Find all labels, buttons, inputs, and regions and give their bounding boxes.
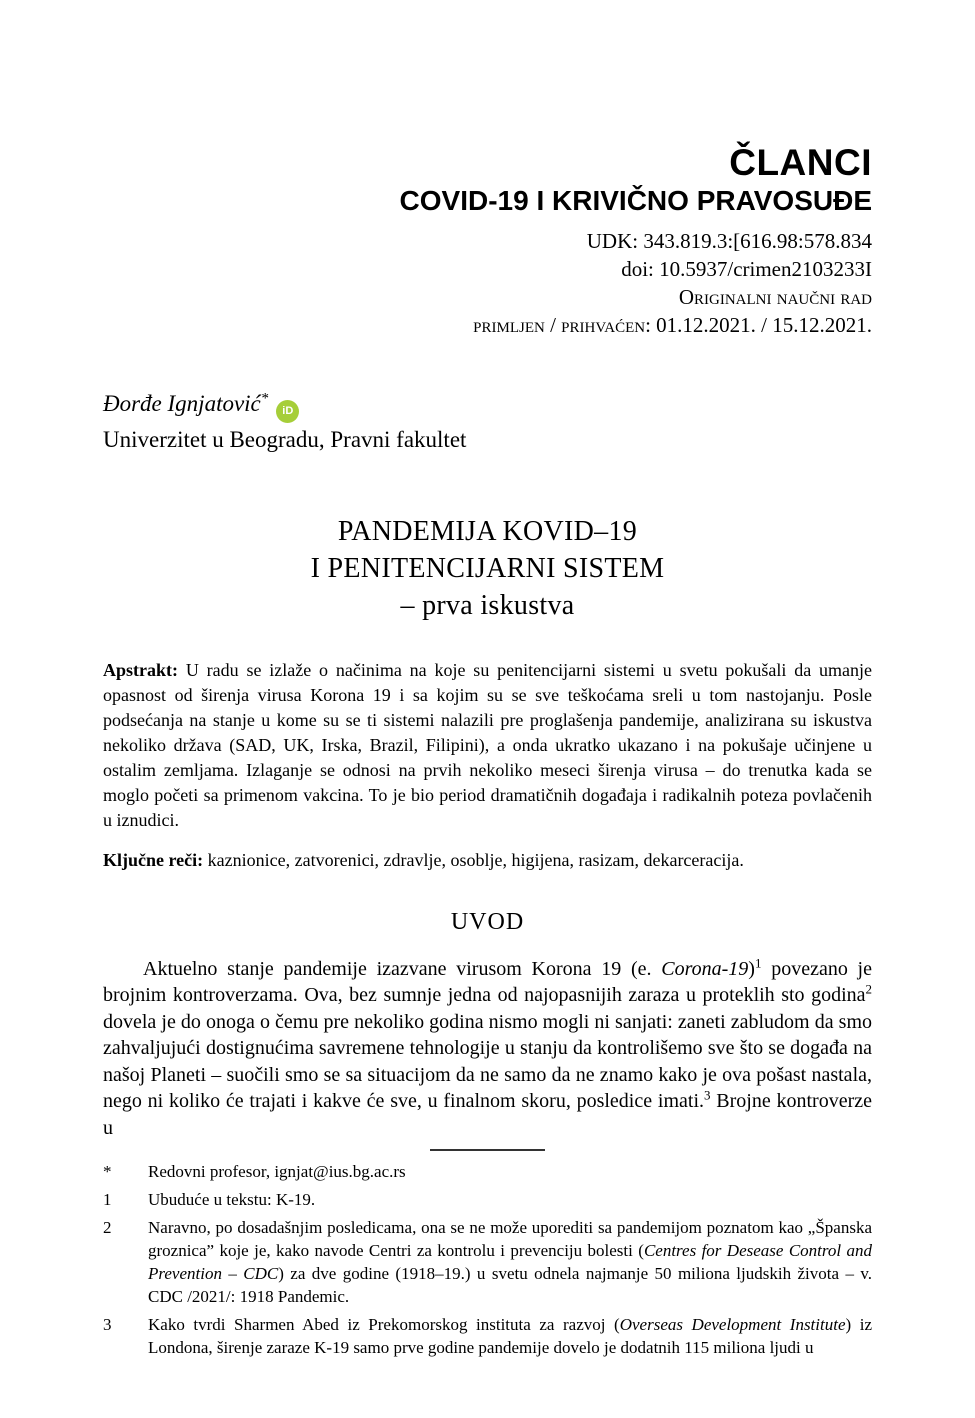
footnotes-block: [103, 1160, 872, 1359]
author-footnote-mark: *: [260, 390, 269, 407]
footnote-text: Kako tvrdi Sharmen Abed iz Prekomorskog instituta za razvoj (Overseas Development Institute) iz Londona, širenje zaraze K-19 samo prve godine pandemije dovelo je dodatnih 115 miliona ljudi u: [148, 1315, 872, 1357]
footnote-1: [103, 1188, 872, 1211]
footnote-marker: 2: [103, 1218, 112, 1237]
footnote-3: [103, 1313, 872, 1359]
author-line: [103, 387, 872, 423]
footnote-text: Naravno, po dosadašnjim posledicama, ona se ne može uporediti sa pandemijom poznatom kao „Španska groznica” koje je, kako navode Centri za kontrolu i prevenciju bolesti (Centres for Desease Control and Prevention – CDC) za dve godine (1918–19.) u svetu odnela najmanje 50 miliona ljudskih života – v. CDC /2021/: 1918 Pandemic.: [148, 1218, 873, 1306]
received-accepted-label: primljen / prihvaćen:: [473, 313, 657, 337]
orcid-icon[interactable]: iD: [276, 400, 299, 423]
keywords-label: Ključne reči:: [103, 849, 204, 870]
journal-section-subtitle: COVID-19 I KRIVIČNO PRAVOSUĐE: [399, 185, 872, 216]
udk-number: UDK: 343.819.3:[616.98:578.834: [586, 229, 872, 253]
received-accepted-line: [103, 311, 872, 339]
body-paragraph: Aktuelno stanje pandemije izazvane virusom Korona 19 (e. Corona-19)$^1$ povezano je brojnim kontroverzama. Ova, bez sumnje jedna od najopasnijih zaraza u proteklih sto godina$^2$ dovela je do onoga o čemu pre nekoliko godina nismo mogli ni sanjati: zaneti zabludom da smo zahvaljujući dostignućima savremene tehnologije u stanju da kontrolišemo sve što se događa na našoj Planeti – suočili smo se sa situacijom da ne samo da ne znamo kako je ova pošast nastala, nego ni koliko će trajati i kakve će sve, u finalnom skoru, posledice imati.$^3$ Brojne kontroverze u: [103, 954, 872, 1139]
footnote-2: [103, 1216, 872, 1308]
article-metadata: [103, 227, 872, 339]
keywords: [103, 848, 872, 873]
received-accepted-dates: 01.12.2021. / 15.12.2021.: [656, 313, 872, 337]
author-name: Đorđe Ignjatović: [103, 391, 261, 416]
abstract-text: U radu se izlaže o načinima na koje su penitencijarni sistemi u svetu pokušali da umanje opasnost od širenja virusa Korona 19 i sa kojim su se sve teškoćama sreli u tom nastojanju. Posle podsećanja na stanje u kome su se ti sistemi nalazili pre proglašenja pandemije, analizirana su iskustva nekoliko država (SAD, UK, Irska, Brazil, Filipini), a onda ukratko ukazano i na pokušaje učinjene u ostalim zemljama. Izlaganje se odnosi na prvih nekoliko meseci širenja virusa – do trenutka kada se moglo početi sa primenom vakcina. To je bio period dramatičnih događaja i radikalnih poteza povlačenih u iznudici.: [103, 659, 873, 830]
footnote-marker: 1: [103, 1190, 112, 1209]
author-affiliation: Univerzitet u Beogradu, Pravni fakultet: [103, 426, 467, 452]
article-title-line1: PANDEMIJA KOVID–19: [337, 515, 638, 547]
article-title: [103, 513, 872, 624]
doi-number: doi: 10.5937/crimen2103233I: [621, 257, 872, 281]
footnote-marker: 3: [103, 1315, 112, 1334]
author-block: [103, 387, 872, 457]
footnote-star: [103, 1160, 872, 1183]
keywords-text: kaznionice, zatvorenici, zdravlje, osoblje, higijena, rasizam, dekarceracija.: [207, 849, 744, 870]
article-title-line2: I PENITENCIJARNI SISTEM: [310, 552, 665, 584]
journal-section-title: ČLANCI: [729, 142, 872, 183]
footnote-separator: [430, 1149, 545, 1151]
abstract: [103, 658, 872, 833]
journal-header: [103, 143, 872, 339]
abstract-label: Apstrakt:: [103, 659, 178, 680]
article-type: Originalni naučni rad: [678, 285, 872, 309]
footnote-text: Ubuduće u tekstu: K-19.: [148, 1190, 316, 1209]
section-heading-uvod: UVOD: [450, 908, 525, 935]
footnote-text: Redovni profesor, ignjat@ius.bg.ac.rs: [148, 1162, 406, 1181]
footnote-marker: *: [103, 1162, 112, 1181]
article-title-line3: – prva iskustva: [400, 589, 575, 621]
